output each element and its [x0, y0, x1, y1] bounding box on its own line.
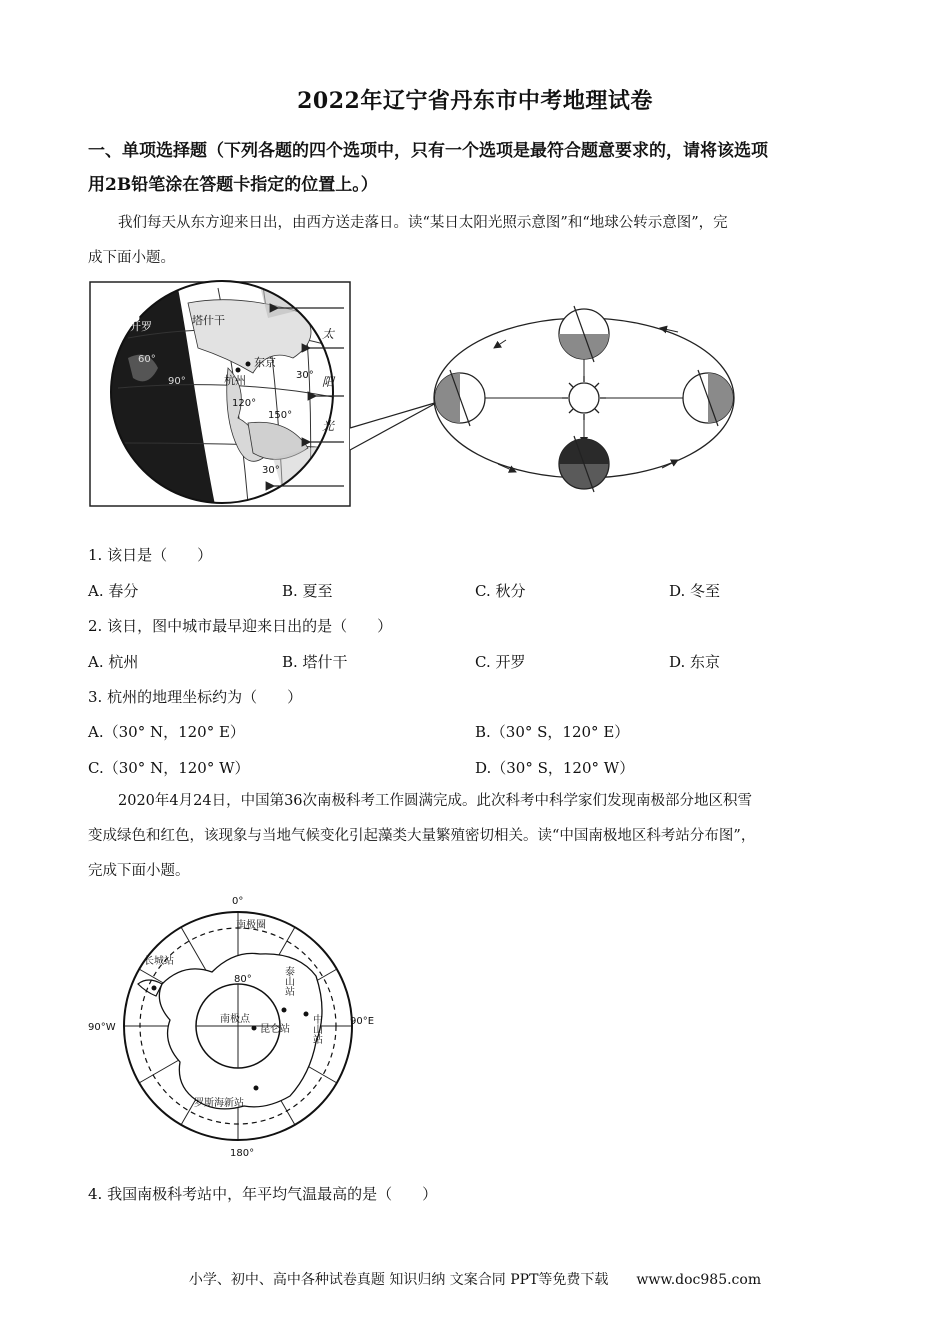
intro2-line2: 变成绿色和红色，该现象与当地气候变化引起藻类大量繁殖密切相关。读“中国南极地区科考站分布图”，	[88, 828, 756, 844]
dongjing-label: 东京	[254, 356, 276, 369]
section-heading-line2: 用2B铅笔涂在答题卡指定的位置上。）	[88, 175, 378, 195]
earth-right	[683, 370, 733, 426]
revolution-panel	[434, 306, 734, 492]
q2-option-d[interactable]: D. 东京	[669, 653, 721, 671]
intro-paragraph-2	[88, 784, 868, 889]
intro2-line3: 完成下面小题。	[88, 863, 190, 879]
antarctic-circle-label: 南极圈	[236, 920, 266, 931]
page-title: 2022年辽宁省丹东市中考地理试卷	[297, 88, 653, 114]
antarctic-stations-map	[84, 892, 384, 1162]
sun-tai-label: 太	[322, 327, 335, 341]
changcheng-label: 长城站	[144, 956, 174, 967]
intro2-line1: 2020年4月24日，中国第36次南极科考工作圆满完成。此次科考中科学家们发现南极部分地区积雪	[118, 793, 753, 809]
sunlight-revolution-figure	[88, 278, 768, 510]
lon150-label: 150°	[268, 410, 293, 421]
kairo-label: 开罗	[130, 320, 152, 333]
hangzhou-label: 杭州	[224, 374, 246, 387]
south-pole-label: 南极点	[220, 1014, 250, 1025]
taishan-dot	[282, 1008, 287, 1013]
luosihai-label: 罗斯海新站	[194, 1098, 244, 1109]
zhongshan-label: 中山站	[310, 1014, 322, 1044]
callout-pointer	[350, 402, 438, 450]
intro-paragraph-1	[88, 206, 868, 276]
meridian-180-label: 180°	[230, 1148, 255, 1159]
earth-left	[435, 370, 485, 426]
q1-option-a[interactable]: A. 春分	[88, 582, 139, 600]
question-2-stem: 2. 该日，图中城市最早迎来日出的是（ ）	[88, 617, 393, 635]
tashigan-dot	[184, 317, 189, 322]
q3-option-d[interactable]: D.（30° S，120° W）	[475, 759, 635, 777]
west-90-label: 90°W	[88, 1022, 116, 1033]
q1-option-d[interactable]: D. 冬至	[669, 582, 721, 600]
q1-option-c[interactable]: C. 秋分	[475, 582, 526, 600]
lat30b-label: 30°	[262, 465, 280, 476]
lat80-label: 80°	[234, 974, 252, 985]
zhongshan-dot	[304, 1012, 309, 1017]
earth-top	[559, 306, 609, 362]
dongjing-dot	[246, 362, 251, 367]
question-4-stem: 4. 我国南极科考站中，年平均气温最高的是（ ）	[88, 1185, 438, 1203]
section-heading-line1: 一、单项选择题（下列各题的四个选项中，只有一个选项是最符合题意要求的，请将该选项	[88, 141, 768, 161]
sun-guang-label: 光	[322, 419, 335, 433]
q3-option-b[interactable]: B.（30° S，120° E）	[475, 723, 630, 741]
zhongshan-label-group	[311, 1013, 323, 1045]
sun-yang-label: 阳	[322, 375, 335, 389]
lat60-label: 60°	[138, 354, 156, 365]
q3-option-a[interactable]: A.（30° N，120° E）	[88, 723, 245, 741]
kunlun-label: 昆仑站	[260, 1024, 290, 1035]
sun-icon	[562, 376, 606, 420]
lon90-label: 90°	[168, 376, 186, 387]
q1-option-b[interactable]: B. 夏至	[282, 582, 333, 600]
tashigan-label: 塔什干	[192, 314, 225, 327]
changcheng-dot	[152, 986, 157, 991]
earth-bottom	[559, 436, 609, 492]
question-3-stem: 3. 杭州的地理坐标约为（ ）	[88, 688, 303, 706]
intro1-line2: 成下面小题。	[88, 250, 175, 266]
kunlun-dot	[252, 1026, 257, 1031]
q2-option-c[interactable]: C. 开罗	[475, 653, 526, 671]
q2-option-b[interactable]: B. 塔什干	[282, 653, 348, 671]
question-1-stem: 1. 该日是（ ）	[88, 546, 213, 564]
intro1-line1: 我们每天从东方迎来日出，由西方送走落日。读“某日太阳光照示意图”和“地球公转示意图”，完	[118, 215, 728, 231]
lon120-label: 120°	[232, 398, 257, 409]
lat30a-label: 30°	[296, 370, 314, 381]
q2-option-a[interactable]: A. 杭州	[88, 653, 139, 671]
taishan-label: 泰山站	[282, 966, 294, 996]
section-heading	[88, 134, 868, 202]
q3-option-c[interactable]: C.（30° N，120° W）	[88, 759, 250, 777]
hangzhou-dot	[236, 368, 241, 373]
east-90-label: 90°E	[350, 1016, 375, 1027]
meridian-0-label: 0°	[232, 896, 244, 907]
page-footer: 小学、初中、高中各种试卷真题 知识归纳 文案合同 PPT等免费下载 www.doc985.com	[188, 1272, 762, 1288]
illumination-panel	[88, 278, 438, 510]
luosihai-dot	[254, 1086, 259, 1091]
taishan-label-group	[283, 965, 295, 997]
